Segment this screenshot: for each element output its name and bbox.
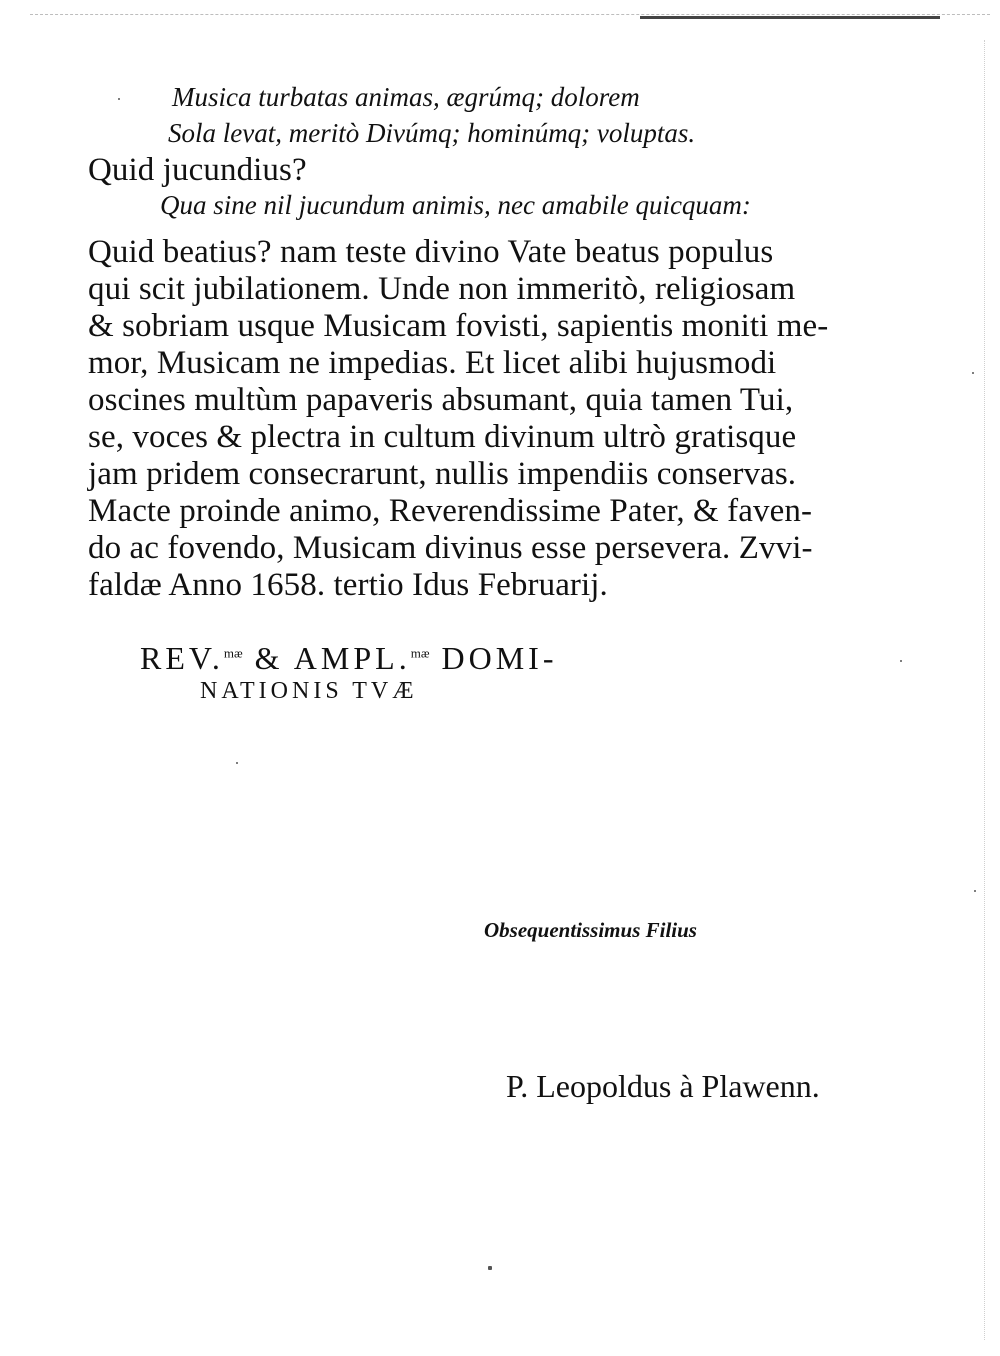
body-line: jam pridem consecrarunt, nullis impendiis conservas. [88,456,797,492]
address-ampl: & AMPL. [254,640,411,676]
address-sup-2: mæ [410,645,430,661]
page-edge [984,40,985,1340]
top-border-bar [640,16,940,19]
closing-salutation: Obsequentissimus Filius [484,918,697,942]
verse-line-1: Musica turbatas animas, ægrúmq; dolorem [172,82,640,112]
verse-line-3: Qua sine nil jucundum animis, nec amabile quicquam: [160,190,751,220]
body-line: qui scit jubilationem. Unde non immeritò, religiosam [88,271,796,307]
body-line: Macte proinde animo, Reverendissime Pater, & faven- [88,493,813,529]
body-line: mor, Musicam ne impedias. Et licet alibi hujusmodi [88,345,777,381]
top-border-rule [30,14,990,15]
body-line: do ac fovendo, Musicam divinus esse persevera. Zvvi- [88,530,813,566]
address-line-2: NATIONIS TVÆ [200,678,418,704]
signature: P. Leopoldus à Plawenn. [506,1068,820,1104]
address-rev: REV. [140,640,224,676]
body-line: faldæ Anno 1658. tertio Idus Februarij. [88,567,608,603]
address-domi: DOMI- [441,640,558,676]
body-line: Quid beatius? nam teste divino Vate beatus populus [88,234,774,270]
address-sup-1: mæ [223,645,243,661]
question-line: Quid jucundius? [88,152,307,188]
address-line-1 [140,640,557,677]
body-line: oscines multùm papaveris absumant, quia tamen Tui, [88,382,794,418]
verse-line-2: Sola levat, meritò Divúmq; hominúmq; voluptas. [168,118,696,148]
body-line: & sobriam usque Musicam fovisti, sapientis moniti me- [88,308,829,344]
body-line: se, voces & plectra in cultum divinum ultrò gratisque [88,419,797,455]
